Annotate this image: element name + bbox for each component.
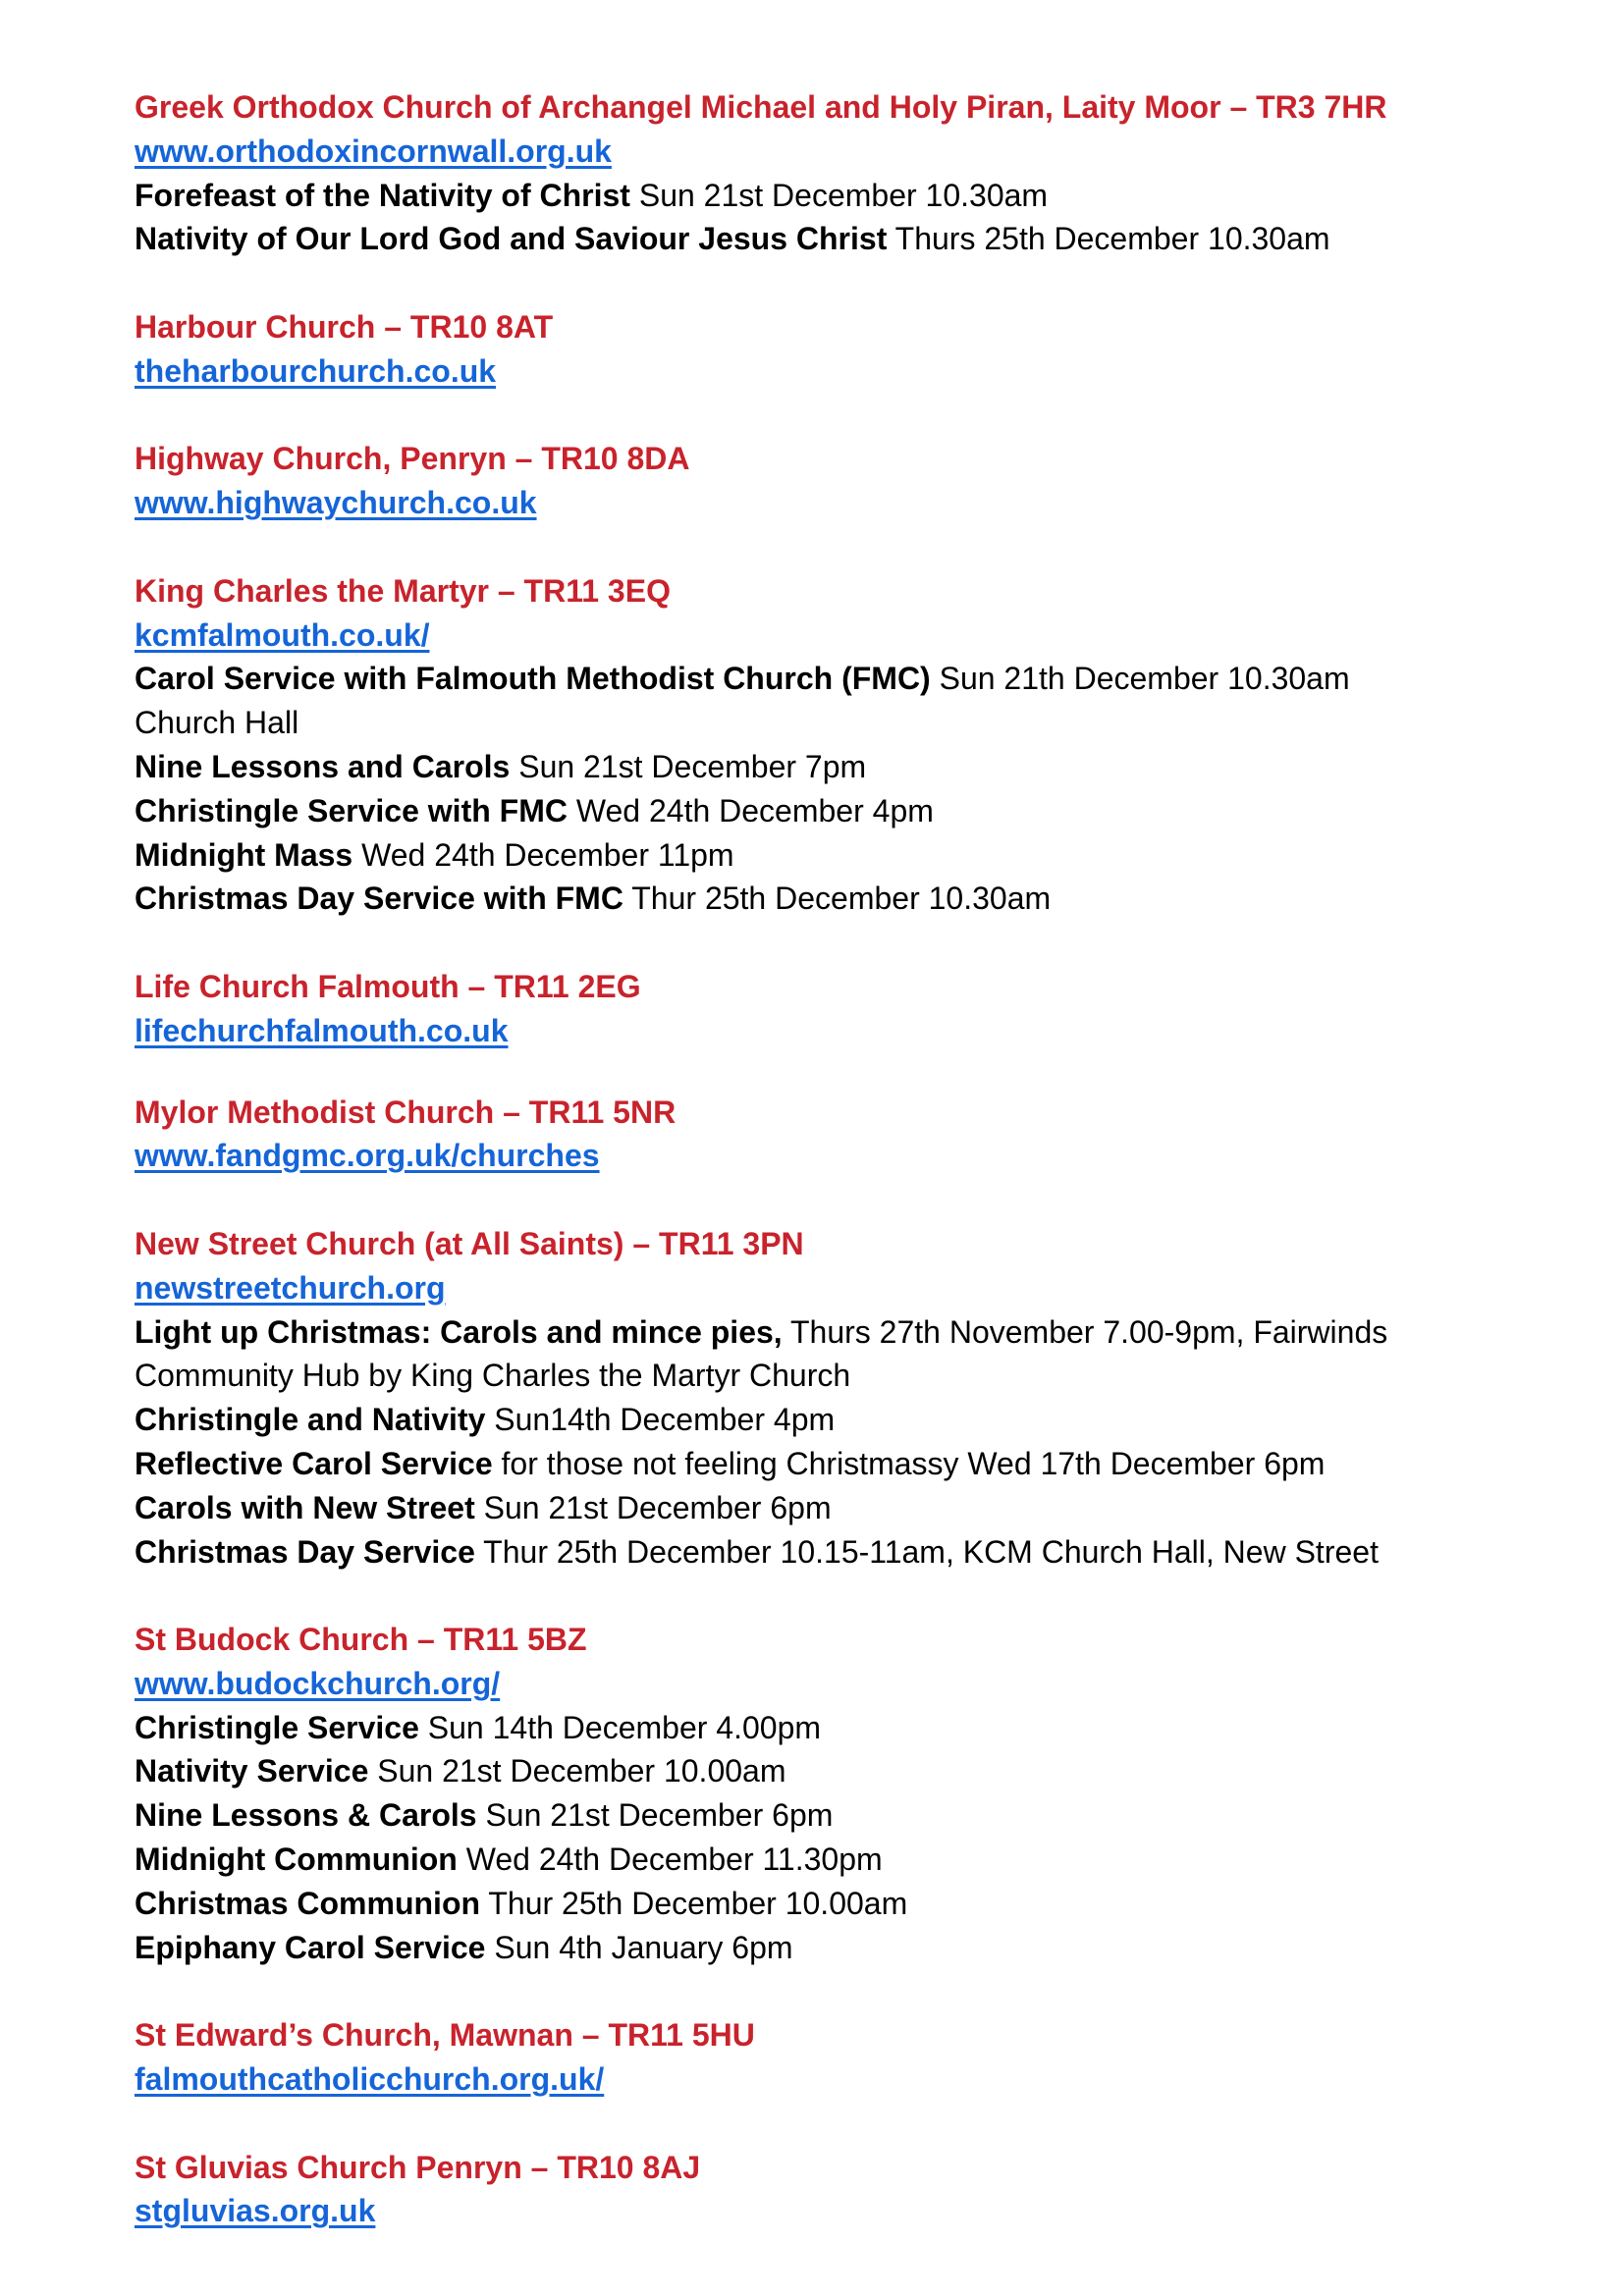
event-detail: Wed 24th December 11.30pm (457, 1842, 883, 1878)
event-detail: Sun 4th January 6pm (485, 1929, 793, 1965)
event-line (135, 1398, 1529, 1442)
event-name: Reflective Carol Service (135, 1445, 493, 1481)
event-line (135, 217, 1529, 261)
church-website-link[interactable]: kcmfalmouth.co.uk/ (135, 616, 430, 653)
event-line (135, 1442, 1529, 1486)
event-detail: Thur 25th December 10.00am (480, 1885, 908, 1921)
event-detail: Sun 21st December 6pm (476, 1797, 834, 1834)
church-website-link[interactable]: www.fandgmc.org.uk/churches (135, 1138, 600, 1174)
event-name: Christingle Service with FMC (135, 792, 568, 828)
event-name: Midnight Mass (135, 836, 353, 873)
event-line (135, 1706, 1529, 1750)
church-entry (135, 1091, 1529, 1179)
event-name: Nine Lessons and Carols (135, 748, 511, 784)
church-website-link[interactable]: falmouthcatholicchurch.org.uk/ (135, 2061, 605, 2098)
event-name: Epiphany Carol Service (135, 1929, 486, 1965)
event-name: Christingle and Nativity (135, 1402, 486, 1438)
event-detail: Sun14th December 4pm (485, 1402, 836, 1438)
event-detail: Sun 21st December 6pm (474, 1489, 832, 1525)
event-line (135, 1926, 1529, 1970)
church-entry (135, 1618, 1529, 1969)
event-line (135, 1530, 1529, 1575)
church-title: Greek Orthodox Church of Archangel Michael and Holy Piran, Laity Moor – TR3 7HR (135, 89, 1387, 125)
church-entry (135, 85, 1529, 261)
church-website-link[interactable]: www.budockchurch.org/ (135, 1665, 501, 1701)
event-line (135, 1882, 1529, 1926)
event-name: Christmas Day Service (135, 1533, 475, 1570)
event-name: Christmas Day Service with FMC (135, 881, 623, 917)
event-name: Carol Service with Falmouth Methodist Church (FMC) (135, 661, 931, 697)
event-detail: Sun 21th December 10.30am Church Hall (135, 661, 1350, 741)
church-entry (135, 2013, 1529, 2102)
event-name: Carols with New Street (135, 1489, 475, 1525)
church-title: St Gluvias Church Penryn – TR10 8AJ (135, 2149, 701, 2185)
church-listings (135, 85, 1529, 2233)
event-line (135, 1838, 1529, 1882)
church-entry (135, 2146, 1529, 2234)
event-name: Nativity of Our Lord God and Saviour Jesus Christ (135, 221, 888, 257)
event-name: Nativity Service (135, 1753, 369, 1789)
event-line (135, 1486, 1529, 1530)
event-detail: for those not feeling Christmassy Wed 17th December 6pm (492, 1445, 1326, 1481)
event-line (135, 174, 1529, 218)
event-name: Light up Christmas: Carols and mince pies, (135, 1313, 783, 1350)
event-name: Christingle Service (135, 1709, 419, 1745)
event-name: Forefeast of the Nativity of Christ (135, 177, 630, 213)
church-title: Life Church Falmouth – TR11 2EG (135, 968, 641, 1004)
event-detail: Thurs 27th November 7.00-9pm, Fairwinds Community Hub by King Charles the Martyr Church (135, 1313, 1388, 1394)
church-title: New Street Church (at All Saints) – TR11 3PN (135, 1225, 804, 1261)
event-line (135, 745, 1529, 789)
event-line (135, 877, 1529, 921)
event-line (135, 1793, 1529, 1838)
event-detail: Sun 21st December 7pm (510, 748, 867, 784)
church-title: King Charles the Martyr – TR11 3EQ (135, 572, 671, 609)
church-entry (135, 965, 1529, 1053)
church-entry (135, 569, 1529, 921)
event-name: Nine Lessons & Carols (135, 1797, 477, 1834)
church-title: Harbour Church – TR10 8AT (135, 308, 554, 345)
event-name: Christmas Communion (135, 1885, 481, 1921)
church-website-link[interactable]: newstreetchurch.org (135, 1269, 446, 1306)
church-title: Mylor Methodist Church – TR11 5NR (135, 1094, 677, 1130)
event-line (135, 657, 1411, 745)
event-detail: Thur 25th December 10.30am (623, 881, 1052, 917)
event-line (135, 1749, 1529, 1793)
event-detail: Wed 24th December 4pm (567, 792, 934, 828)
church-website-link[interactable]: www.highwaychurch.co.uk (135, 485, 537, 521)
event-line (135, 1310, 1470, 1399)
church-entry (135, 1222, 1529, 1574)
church-title: St Budock Church – TR11 5BZ (135, 1622, 587, 1658)
church-entry (135, 305, 1529, 394)
church-website-link[interactable]: stgluvias.org.uk (135, 2193, 376, 2229)
church-website-link[interactable]: www.orthodoxincornwall.org.uk (135, 133, 612, 169)
event-name: Midnight Communion (135, 1842, 458, 1878)
event-detail: Thurs 25th December 10.30am (887, 221, 1330, 257)
event-line (135, 789, 1529, 833)
event-line (135, 833, 1529, 878)
church-website-link[interactable]: theharbourchurch.co.uk (135, 352, 497, 389)
church-title: St Edward’s Church, Mawnan – TR11 5HU (135, 2017, 755, 2054)
event-detail: Sun 21st December 10.00am (368, 1753, 786, 1789)
event-detail: Sun 14th December 4.00pm (418, 1709, 822, 1745)
church-entry (135, 437, 1529, 525)
church-title: Highway Church, Penryn – TR10 8DA (135, 441, 690, 477)
event-detail: Sun 21st December 10.30am (629, 177, 1049, 213)
event-detail: Thur 25th December 10.15-11am, KCM Church Hall, New Street (474, 1533, 1379, 1570)
church-website-link[interactable]: lifechurchfalmouth.co.uk (135, 1012, 509, 1048)
event-detail: Wed 24th December 11pm (352, 836, 734, 873)
